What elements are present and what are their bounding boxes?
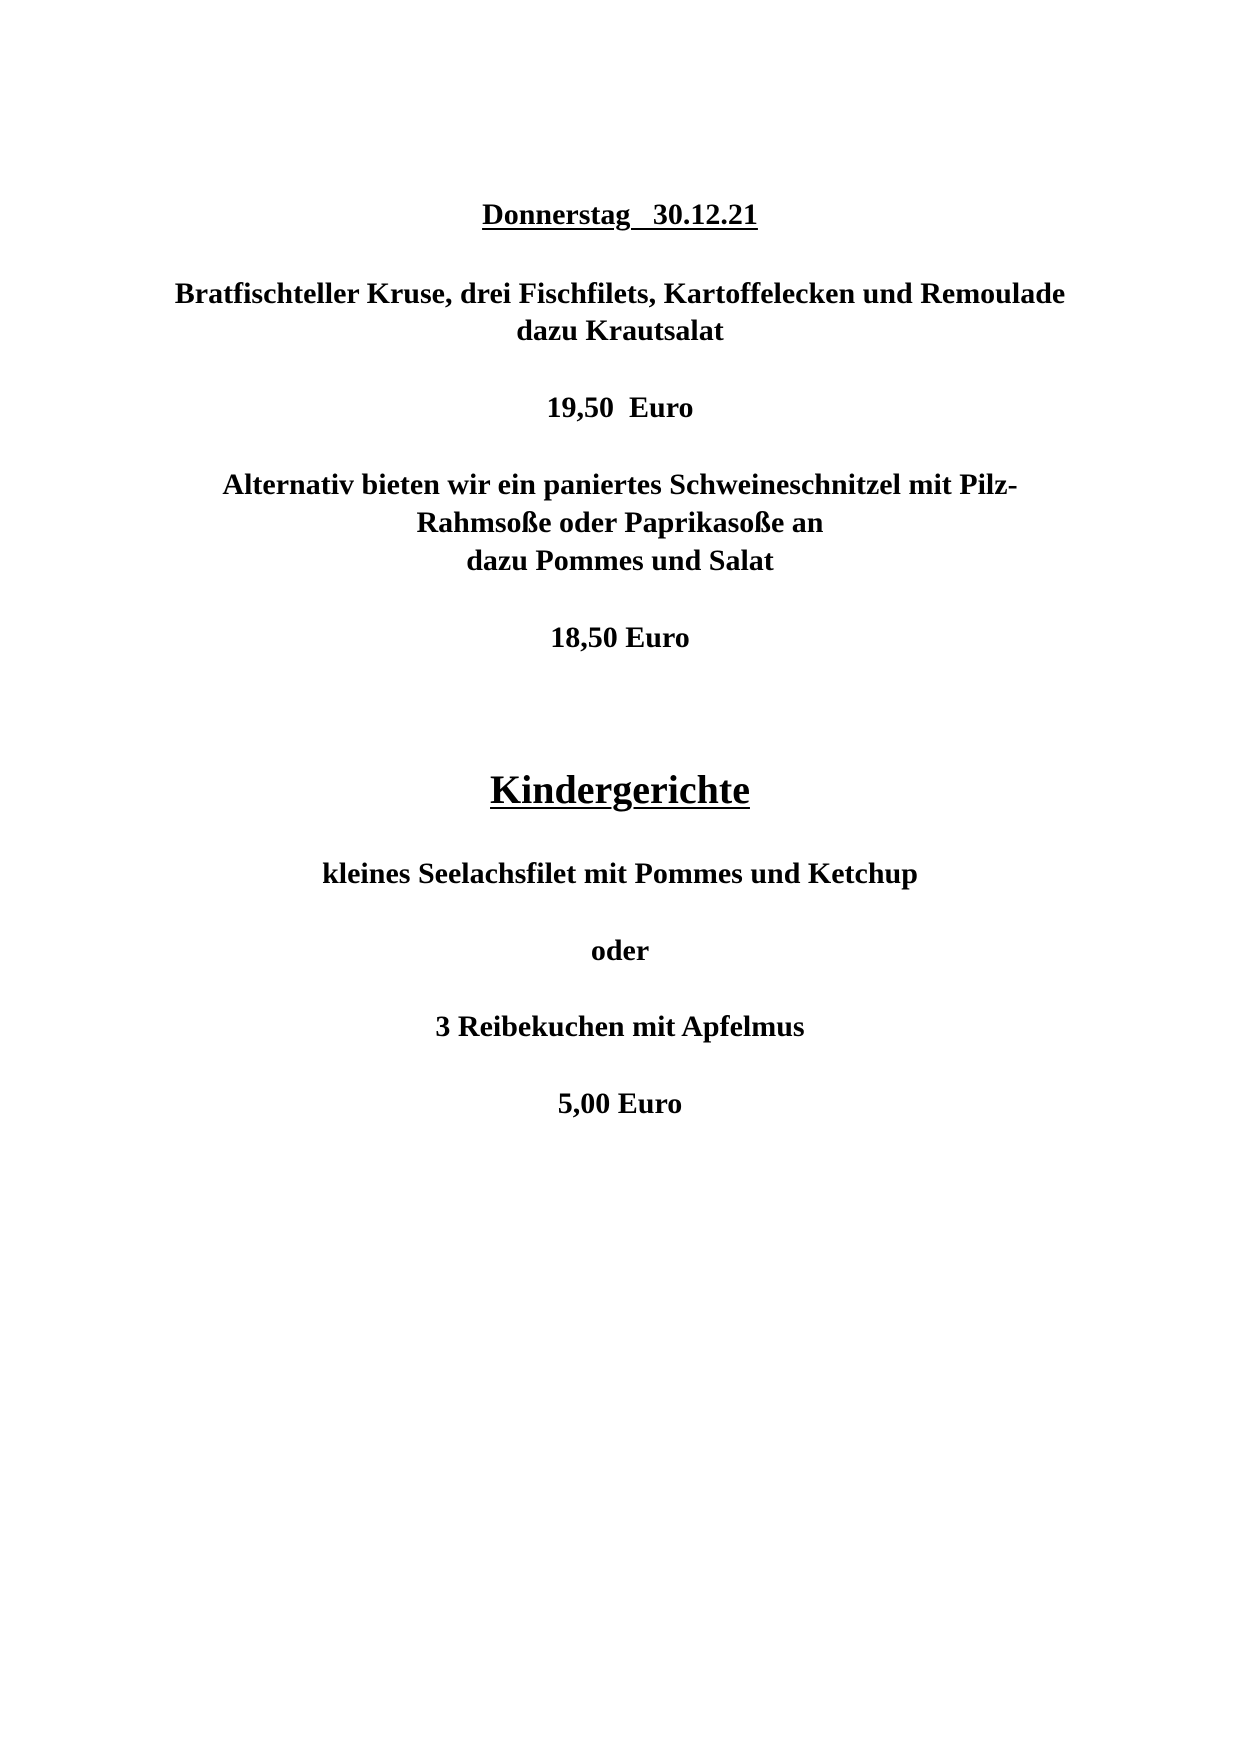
alternative-line-1: Alternativ bieten wir ein paniertes Schweineschnitzel mit Pilz- <box>222 468 1018 501</box>
kids-price: 5,00 Euro <box>557 1087 683 1120</box>
alternative-price: 18,50 Euro <box>550 621 690 654</box>
kids-option-1: kleines Seelachsfilet mit Pommes und Ketchup <box>322 857 918 890</box>
kids-heading: Kindergerichte <box>490 767 750 812</box>
main-dish-line-1: Bratfischteller Kruse, drei Fischfilets, Kartoffelecken und Remoulade <box>174 277 1066 310</box>
alternative-line-2: Rahmsoße oder Paprikasoße an <box>416 506 824 539</box>
kids-option-2: 3 Reibekuchen mit Apfelmus <box>435 1010 805 1043</box>
alternative-line-3: dazu Pommes und Salat <box>466 544 774 577</box>
kids-separator: oder <box>590 934 650 967</box>
day-heading: Donnerstag 30.12.21 <box>482 198 758 231</box>
main-dish-price: 19,50 Euro <box>546 391 694 424</box>
main-dish-line-2: dazu Krautsalat <box>516 314 724 347</box>
